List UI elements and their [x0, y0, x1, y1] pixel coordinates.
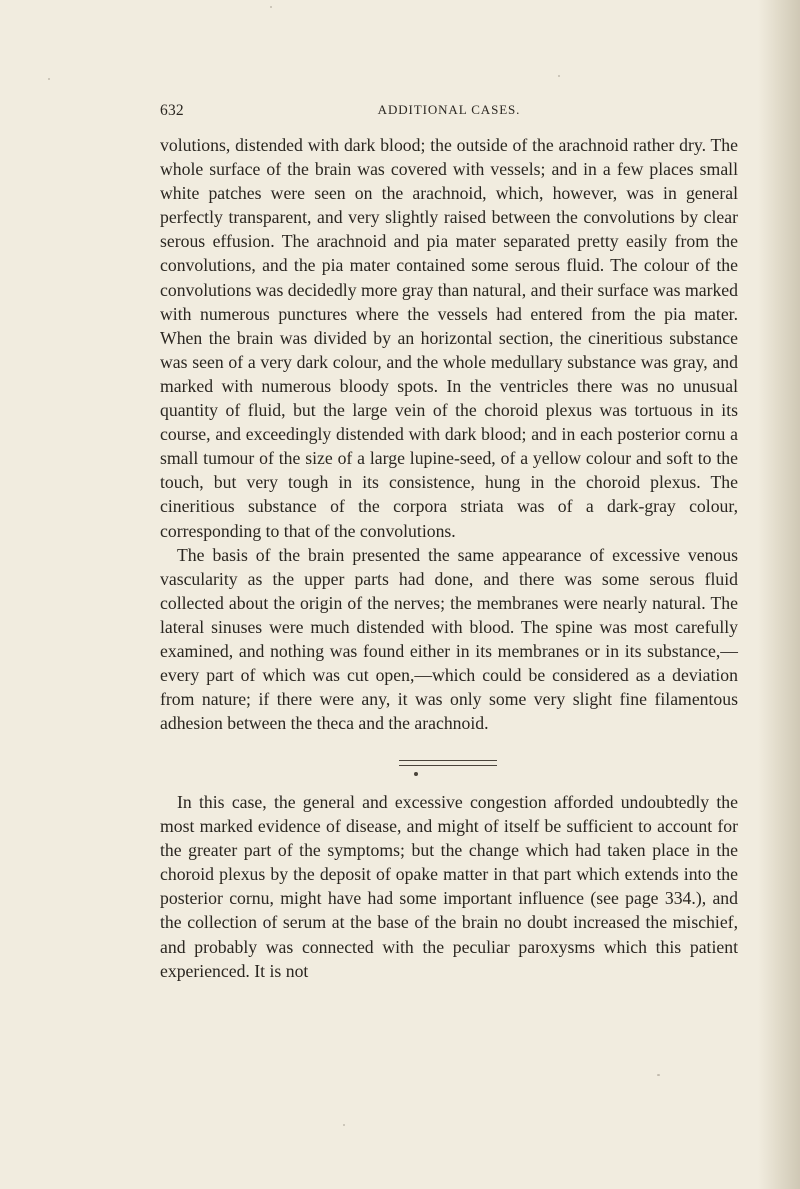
paragraph-basis-of-brain: The basis of the brain presented the same appearance of excessive venous vascularity as the upper parts had done, and there was some serous fluid collected about the origin of the nerves; the membranes were nearly natural. The lateral sinuses were much distended with blood. The spine was most carefully examined, and nothing was found either in its membranes or in its substance,—every part of which was cut open,—which could be considered as a deviation from nature; if there were any, it was only some very slight fine filamentous adhesion between the theca and the arachnoid.: [160, 544, 738, 734]
paper-speck: [343, 1124, 345, 1126]
paper-speck: [270, 6, 272, 8]
paper-speck: [48, 78, 50, 80]
page-header: [160, 102, 738, 122]
running-head: ADDITIONAL CASES.: [377, 102, 521, 117]
paragraph-continuation: volutions, distended with dark blood; the outside of the arachnoid rather dry. The whole surface of the brain was covered with vessels; and in a few places small white patches were seen on the arachnoid, which, however, was in general perfectly transparent, and very slightly raised between the convolutions by clear serous effusion. The arachnoid and pia mater separated pretty easily from the convolutions, and the pia mater contained some serous fluid. The colour of the convolutions was decidedly more gray than natural, and their surface was marked with numerous punctures where the vessels had entered from the pia mater. When the brain was divided by an horizontal section, the cineritious substance was seen of a very dark colour, and the whole medullary substance was gray, and marked with numerous bloody spots. In the ventricles there was no unusual quantity of fluid, but the large vein of the choroid plexus was tortuous in its course, and exceedingly distended with dark blood; and in each posterior cornu a small tumour of the size of a large lupine-seed, of a yellow colour and soft to the touch, but very tough in its consistence, hung in the choroid plexus. The cineritious substance of the corpora striata was of a dark-gray colour, corresponding to that of the convolutions.: [160, 135, 738, 541]
page-edge-shadow: [758, 0, 800, 1189]
paragraph-commentary: In this case, the general and excessive congestion afforded undoubtedly the most marked evidence of disease, and might of itself be sufficient to account for the greater part of the symptoms; but the change which had taken place in the choroid plexus by the deposit of opake matter in that part which extends into the posterior cornu, might have had some important influence (see page 334.), and the collection of serum at the base of the brain no doubt increased the mischief, and probably was connected with the peculiar paroxysms which this patient experienced. It is not: [160, 792, 738, 981]
text-block-lower: [160, 790, 738, 983]
paper-speck: [657, 1074, 660, 1076]
text-block-upper: [160, 133, 738, 735]
page-number: 632: [160, 102, 184, 119]
section-divider: [399, 760, 497, 766]
divider-dot: [414, 772, 418, 776]
paper-speck: [558, 75, 560, 77]
